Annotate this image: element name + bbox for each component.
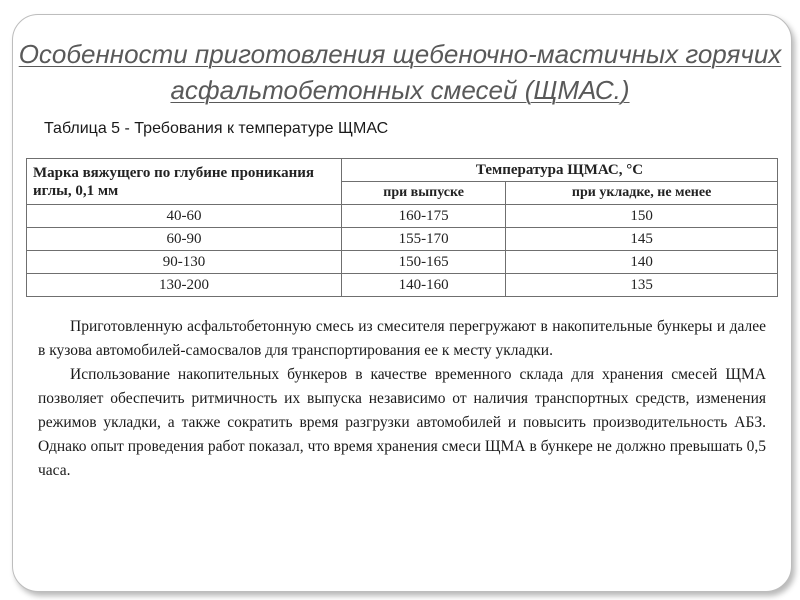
table-row: [27, 274, 778, 297]
paragraph-storage: Использование накопительных бункеров в качестве временного склада для хранения смесей ЩМА позволяет обеспечить ритмичность их выпуска независимо от наличия транспортных средств, изменения режимов укладки, а также сократить время разгрузки автомобилей и повысить производительность АБЗ. Однако опыт проведения работ показал, что время хранения смеси ЩМА в бункере не должно превышать 0,5 часа.: [38, 366, 766, 479]
temperature-table: [26, 158, 778, 297]
cell-release: 160-175: [342, 205, 506, 228]
table-header-row: [27, 159, 778, 182]
cell-grade: 40-60: [27, 205, 342, 228]
header-temperature: Температура ЩМАС, °С: [342, 159, 778, 182]
cell-laying: 145: [506, 228, 778, 251]
cell-grade: 60-90: [27, 228, 342, 251]
cell-laying: 135: [506, 274, 778, 297]
header-at-release: при выпуске: [342, 182, 506, 205]
cell-release: 150-165: [342, 251, 506, 274]
header-binder-grade: Марка вяжущего по глубине проникания иглы, 0,1 мм: [27, 159, 342, 205]
cell-laying: 150: [506, 205, 778, 228]
cell-release: 155-170: [342, 228, 506, 251]
table-row: [27, 251, 778, 274]
paragraph-transfer: Приготовленную асфальтобетонную смесь из смесителя перегружают в накопительные бункеры и далее в кузова автомобилей-самосвалов для транспортирования ее к месту укладки.: [38, 318, 766, 359]
table-row: [27, 228, 778, 251]
cell-grade: 130-200: [27, 274, 342, 297]
table-caption: Таблица 5 - Требования к температуре ЩМАС: [44, 120, 389, 137]
body-text: [38, 315, 766, 483]
cell-laying: 140: [506, 251, 778, 274]
table-row: [27, 205, 778, 228]
cell-grade: 90-130: [27, 251, 342, 274]
slide-title: Особенности приготовления щебеночно-мастичных горячих асфальтобетонных смесей (ЩМАС.): [18, 39, 782, 105]
cell-release: 140-160: [342, 274, 506, 297]
header-at-laying: при укладке, не менее: [506, 182, 778, 205]
